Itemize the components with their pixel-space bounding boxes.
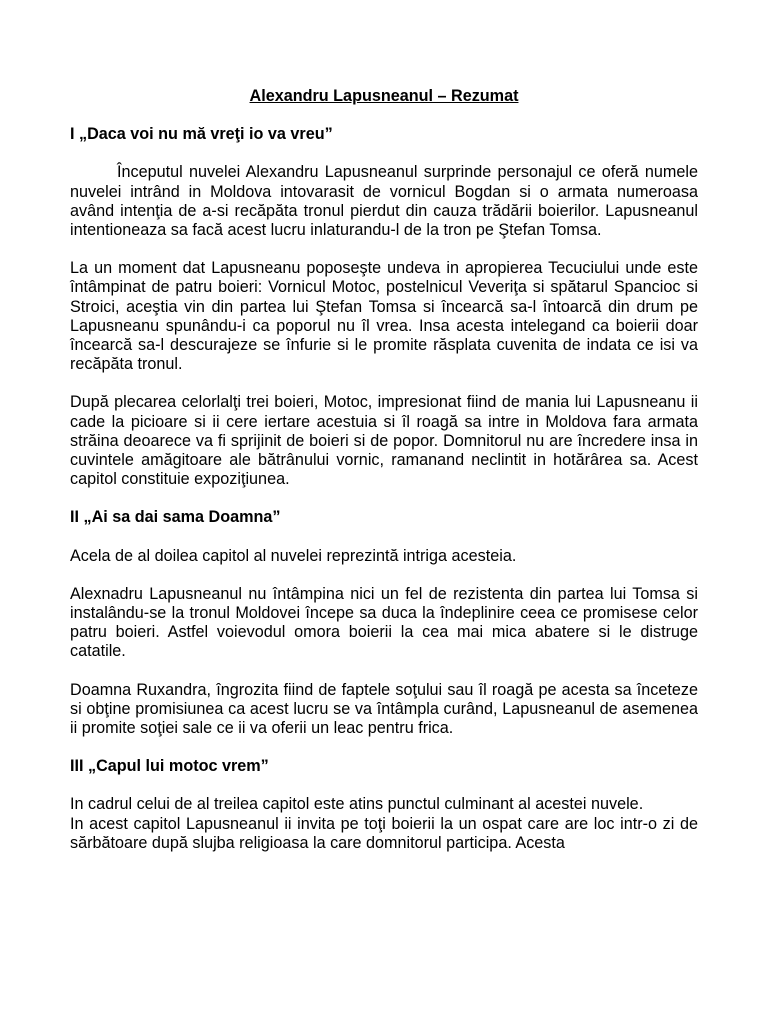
paragraph: Alexnadru Lapusneanul nu întâmpina nici un fel de rezistenta din partea lui Tomsa si instalându-se la tronul Moldovei începe sa duca la îndeplinire ceea ce promisese celor patru boieri. Astfel voievodul omora boierii la cea mai mica abatere si le distruge catatile.: [70, 584, 698, 661]
section-heading-1: I „Daca voi nu mă vreţi io va vreu”: [70, 125, 333, 144]
paragraph: După plecarea celorlalţi trei boieri, Motoc, impresionat fiind de mania lui Lapusneanu ii cade la picioare si ii cere iertare acestuia si îl roagă sa intre in Moldova fara armata străina deoarece va fi sprijinit de boieri si de popor. Domnitorul nu are încredere insa in cuvintele amăgitoare ale bătrânului vornic, ramanand neclintit in hotărârea sa. Acest capitol constituie expoziţiunea.: [70, 393, 698, 489]
paragraph: In cadrul celui de al treilea capitol este atins punctul culminant al acestei nuvele.: [70, 795, 644, 814]
paragraph: In acest capitol Lapusneanul ii invita pe toţi boierii la un ospat care are loc intr-o zi de sărbătoare după slujba religioasa la care domnitorul participa. Acesta: [70, 814, 698, 852]
document-page: [70, 87, 698, 853]
paragraph: La un moment dat Lapusneanu poposeşte undeva in apropierea Tecuciului unde este întâmpinat de patru boieri: Vornicul Motoc, postelnicul Veveriţa si spătarul Spancioc si Stroici, aceştia vin din partea lui Ştefan Tomsa si încearcă sa-l întoarcă din drum pe Lapusneanu spunându-i ca poporul nu îl vrea. Insa acesta intelegand ca boierii doar încearcă sa-l descurajeze se înfurie si le promite răsplata cuvenita de indata ce isi va recăpăta tronul.: [70, 259, 698, 374]
paragraph: Acela de al doilea capitol al nuvelei reprezintă intriga acesteia.: [70, 546, 517, 565]
paragraph: Doamna Ruxandra, îngrozita fiind de faptele soţului sau îl roagă pe acesta sa înceteze si obţine promisiunea ca acest lucru se va întâmpla curând, Lapusneanul de asemenea ii promite soţiei sale ce ii va oferii un leac pentru frica.: [70, 680, 698, 738]
section-heading-2: II „Ai sa dai sama Doamna”: [70, 508, 281, 527]
paragraph: Începutul nuvelei Alexandru Lapusneanul surprinde personajul ce oferă numele nuvelei intrând in Moldova intovarasit de vornicul Bogdan si o armata numeroasa având intenţia de a-si recăpăta tronul pierdut din cauza trădării boierilor. Lapusneanul intentioneaza sa facă acest lucru inlaturandu-l de la tron pe Ştefan Tomsa.: [70, 163, 698, 240]
document-title: Alexandru Lapusneanul – Rezumat: [249, 87, 519, 105]
section-heading-3: III „Capul lui motoc vrem”: [70, 757, 269, 776]
